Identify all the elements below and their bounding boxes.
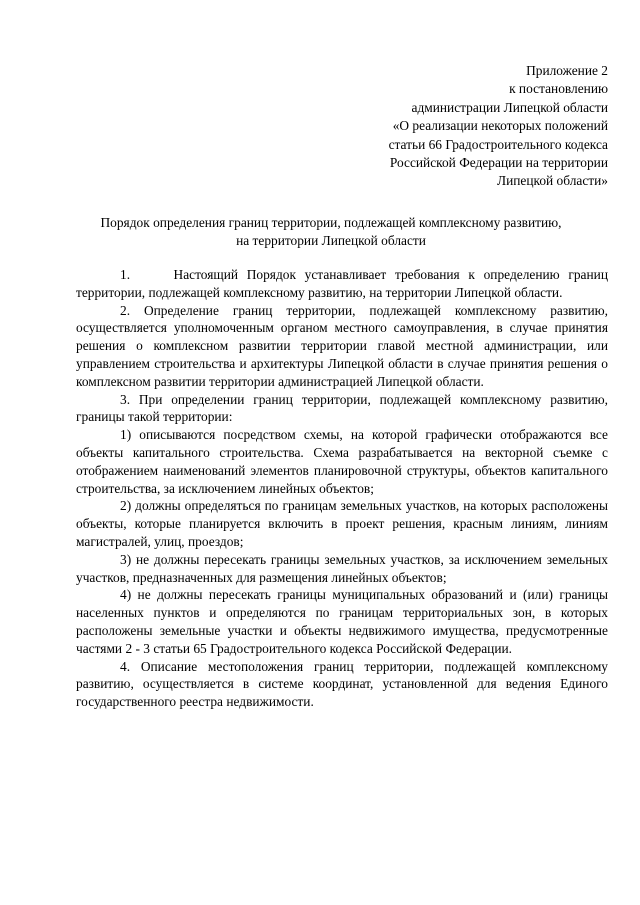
list-item-4: 4) не должны пересекать границы муниципальных образований и (или) границы населенных пунктов и определяются по границам территориальных зон, в которых расположены земельные участки и объекты недвижимого имущества, предусмотренные частями 2 - 3 статьи 65 Градостроительного кодекса Российской Федерации. [76,587,608,656]
appendix-line: Приложение 2 [526,63,608,78]
list-item-3: 3) не должны пересекать границы земельных участков, за исключением земельных участков, предназначенных для размещения линейных объектов; [76,551,608,585]
appendix-line: статьи 66 Градостроительного кодекса [388,136,608,152]
appendix-header [308,62,608,191]
paragraph-2: 2. Определение границ территории, подлежащей комплексному развитию, осуществляется уполномоченным органом местного самоуправления, в случае принятия решения о комплексном развитии территории главой местной администрации, или управлением строительства и архитектуры Липецкой области в случае принятия решения о комплексном развитии территории администрацией Липецкой области. [76,302,608,389]
appendix-line: Российской Федерации на территории [389,155,608,171]
appendix-line: к постановлению [509,81,608,97]
paragraph-3: 3. При определении границ территории, подлежащей комплексному развитию, границы такой территории: [76,391,608,425]
title-line: Порядок определения границ территории, подлежащей комплексному развитию, [100,215,562,230]
paragraph-4: 4. Описание местоположения границ территории, подлежащей комплексному развитию, осуществляется в системе координат, установленной для ведения Единого государственного реестра недвижимости. [76,658,608,710]
list-item-2: 2) должны определяться по границам земельных участков, на которых расположены объекты, которые планируется включить в проект решения, красным линиям, линиям магистралей, улиц, проездов; [76,498,608,549]
appendix-line: администрации Липецкой области [411,99,608,115]
paragraph-1: 1. Настоящий Порядок устанавливает требования к определению границ территории, подлежащей комплексному развитию, на территории Липецкой области. [76,267,612,300]
document-title [56,214,606,250]
list-item-1: 1) описываются посредством схемы, на которой графически отображаются все объекты капитального строительства. Схема разрабатывается на векторной съемке с отображением наименований элементов планировочной структуры, объектов капитального строительства, за исключением линейных объектов; [76,427,608,496]
appendix-line: Липецкой области» [496,173,608,189]
appendix-line: «О реализации некоторых положений [392,118,608,134]
title-line: на территории Липецкой области [236,233,426,248]
document-body [76,266,612,711]
